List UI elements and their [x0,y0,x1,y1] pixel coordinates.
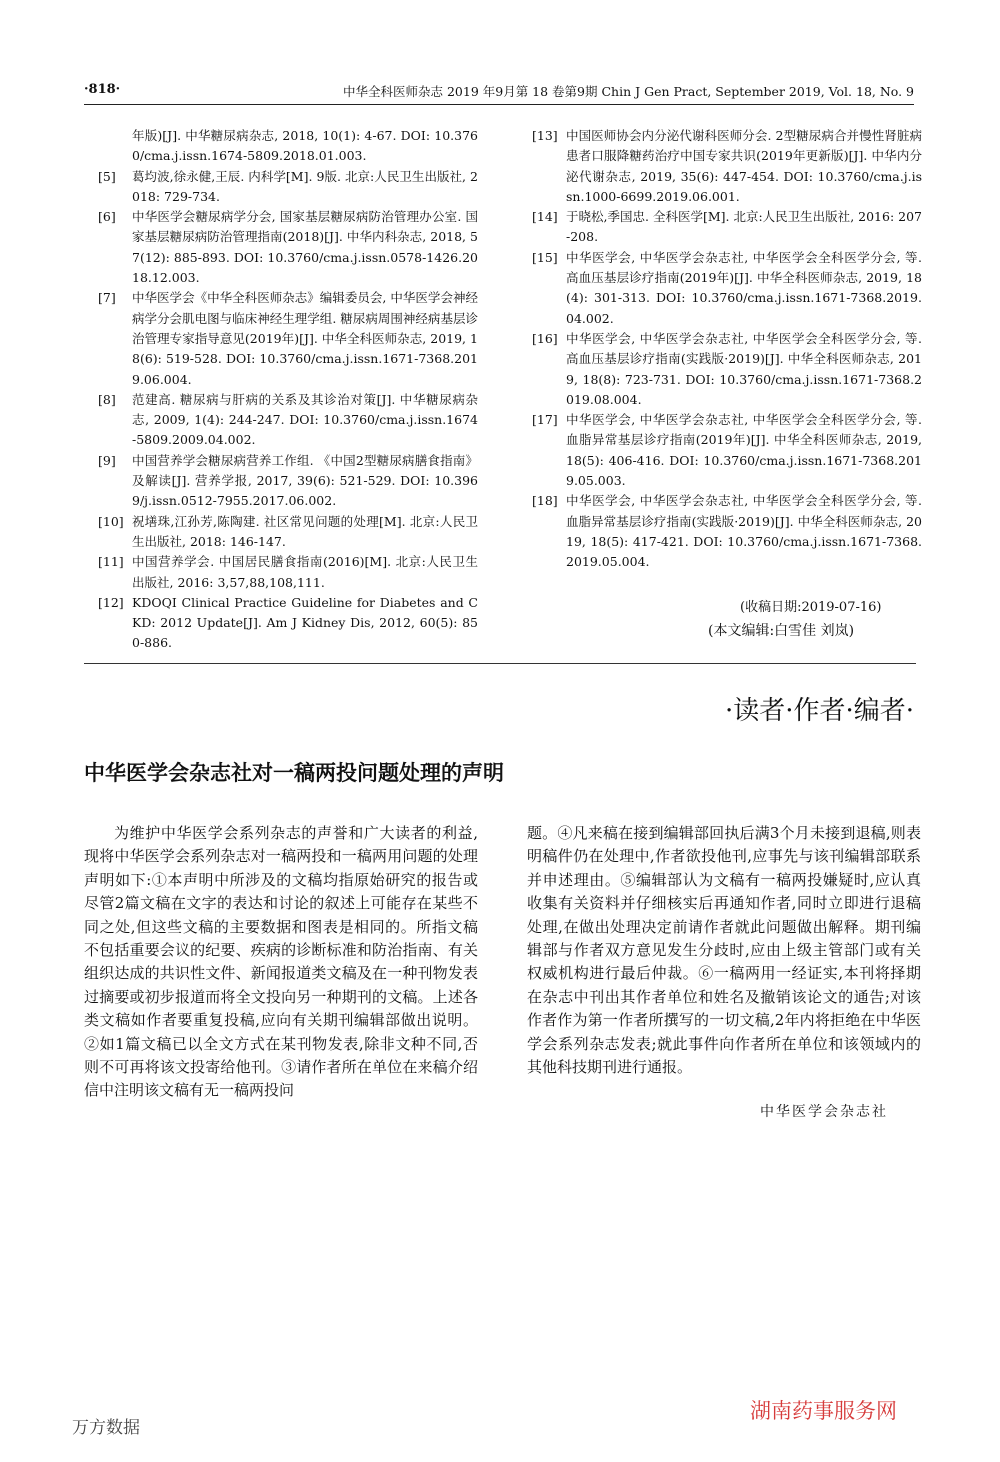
reference-number [98,126,132,167]
body-paragraph: 为维护中华医学会系列杂志的声誉和广大读者的利益,现将中华医学会系列杂志对一稿两投和一稿两用问题的处理声明如下:①本声明中所涉及的文稿均指原始研究的报告或尽管2篇文稿在文字的表达和讨论的叙述上可能存在某些不同之处,但这些文稿的主要数据和图表是相同的。所指文稿不包括重要会议的纪要、疾病的诊断标准和防治指南、有关组织达成的共识性文件、新闻报道类文稿及在一种刊物发表过摘要或初步报道而将全文投向另一种期刊的文稿。上述各类文稿如作者要重复投稿,应向有关期刊编辑部做出说明。②如1篇文稿已以全文方式在某刊物发表,除非文种不同,否则不可再将该文投寄给他刊。③请作者所在单位在来稿介绍信中注明该文稿有无一稿两投问 [84,824,478,1100]
reference-number: [17] [532,412,558,428]
reference-text: 葛均波,徐永健,王辰. 内科学[M]. 9版. 北京:人民卫生出版社, 2018: 729-734. [132,168,478,204]
section-divider [84,663,916,664]
reference-text: 中华医学会, 中华医学会杂志社, 中华医学会全科医学分会, 等. 血脂异常基层诊疗指南(实践版·2019)[J]. 中华全科医师杂志, 2019, 18(5): 417-421. DOI: 10.3760/cma.j.issn.1671-7368.2019.05.004. [566,493,922,570]
reference-item [98,126,478,167]
column-title: ·读者·作者·编者· [724,696,914,726]
reference-item [532,248,922,329]
reference-number: [10] [98,513,124,529]
reference-item [532,329,922,410]
reference-number: [9] [98,452,116,468]
reference-item [532,207,922,248]
journal-citation-line: 中华全科医师杂志 2019 年9月第 18 卷第9期 Chin J Gen Pract, September 2019, Vol. 18, No. 9 [342,84,914,99]
article-title: 中华医学会杂志社对一稿两投问题处理的声明 [84,761,504,785]
reference-text: 中国营养学会糖尿病营养工作组. 《中国2型糖尿病膳食指南》及解读[J]. 营养学报, 2017, 39(6): 521-529. DOI: 10.3969/j.issn.0512-7955.2017.06.002. [132,452,478,509]
reference-number: [7] [98,290,116,306]
reference-text: 中国医师协会内分泌代谢科医师分会. 2型糖尿病合并慢性肾脏病患者口服降糖药治疗中国专家共识(2019年更新版)[J]. 中华内分泌代谢杂志, 2019, 35(6): 447-454. DOI: 10.3760/cma.j.issn.1000-6699.2019.06.001. [566,128,922,204]
reference-number: [14] [532,209,558,225]
reference-text: 于晓松,季国忠. 全科医学[M]. 北京:人民卫生出版社, 2016: 207-208. [566,209,922,245]
running-header [84,82,914,105]
reference-text: 中华医学会《中华全科医师杂志》编辑委员会, 中华医学会神经病学分会肌电图与临床神经生理学组. 糖尿病周围神经病基层诊治管理专家指导意见(2019年)[J]. 中华全科医师杂志, 2019, 18(6): 519-528. DOI: 10.3760/cma.j.issn.1671-7368.2019.06.004. [132,290,478,387]
reference-item [98,552,478,593]
reference-number: [16] [532,330,558,346]
reference-number: [6] [98,209,116,225]
reference-item [98,512,478,553]
reference-number: [15] [532,249,558,265]
body-column-left [84,822,478,1103]
reference-item [98,288,478,389]
reference-text: 中华医学会, 中华医学会杂志社, 中华医学会全科医学分会, 等. 高血压基层诊疗指南(2019年)[J]. 中华全科医师杂志, 2019, 18(4): 301-313. DOI: 10.3760/cma.j.issn.1671-7368.2019.04.002. [566,249,922,326]
reference-text: 范建高. 糖尿病与肝病的关系及其诊治对策[J]. 中华糖尿病杂志, 2009, 1(4): 244-247. DOI: 10.3760/cma.j.issn.1674-5809.2009.04.002. [132,391,478,448]
reference-number: [8] [98,391,116,407]
reference-text: 年版)[J]. 中华糖尿病杂志, 2018, 10(1): 4-67. DOI: 10.3760/cma.j.issn.1674-5809.2018.01.003. [132,128,478,164]
reference-number: [12] [98,594,124,610]
page-number: ·818· [84,82,121,97]
editor-credit: (本文编辑:白雪佳 刘岚) [708,623,855,639]
signature: 中华医学会杂志社 [760,1104,888,1120]
reference-number: [5] [98,168,116,184]
reference-list-left [98,126,478,654]
reference-text: 中国营养学会. 中国居民膳食指南(2016)[M]. 北京:人民卫生出版社, 2016: 3,57,88,108,111. [132,554,478,590]
footer-logo: 万方数据 [72,1418,140,1438]
reference-item [532,491,922,572]
reference-item [98,593,478,654]
reference-item [98,167,478,208]
reference-number: [11] [98,554,124,570]
watermark-text: 湖南药事服务网 [750,1399,897,1423]
reference-text: 中华医学会, 中华医学会杂志社, 中华医学会全科医学分会, 等. 血脂异常基层诊疗指南(2019年)[J]. 中华全科医师杂志, 2019, 18(5): 406-416. DOI: 10.3760/cma.j.issn.1671-7368.2019.05.003. [566,412,922,489]
reference-item [98,451,478,512]
reference-item [532,410,922,491]
body-paragraph-continued: 题。④凡来稿在接到编辑部回执后满3个月未接到退稿,则表明稿件仍在处理中,作者欲投他刊,应事先与该刊编辑部联系并申述理由。⑤编辑部认为文稿有一稿两投嫌疑时,应认真收集有关资料并仔细核实后再通知作者,同时立即进行退稿处理,在做出处理决定前请作者就此问题做出解释。期刊编辑部与作者双方意见发生分歧时,应由上级主管部门或有关权威机构进行最后仲裁。⑥一稿两用一经证实,本刊将择期在杂志中刊出其作者单位和姓名及撤销该论文的通告;对该作者作为第一作者所撰写的一切文稿,2年内将拒绝在中华医学会系列杂志发表;就此事件向作者所在单位和该领域内的其他科技期刊进行通报。 [527,824,921,1077]
reference-item [532,126,922,207]
received-date: (收稿日期:2019-07-16) [740,600,882,615]
reference-item [98,207,478,288]
reference-text: KDOQI Clinical Practice Guideline for Diabetes and CKD: 2012 Update[J]. Am J Kidney Dis, 2012, 60(5): 850-886. [132,594,478,651]
reference-text: 中华医学会, 中华医学会杂志社, 中华医学会全科医学分会, 等. 高血压基层诊疗指南(实践版·2019)[J]. 中华全科医师杂志, 2019, 18(8): 723-731. DOI: 10.3760/cma.j.issn.1671-7368.2019.08.004. [566,330,922,407]
reference-number: [13] [532,128,558,143]
body-column-right [527,822,921,1079]
reference-text: 中华医学会糖尿病学分会, 国家基层糖尿病防治管理办公室. 国家基层糖尿病防治管理指南(2018)[J]. 中华内科杂志, 2018, 57(12): 885-893. DOI: 10.3760/cma.j.issn.0578-1426.2018.12.003. [132,209,478,286]
reference-number: [18] [532,493,558,509]
reference-list-right [532,126,922,573]
reference-item [98,390,478,451]
reference-text: 祝墡珠,江孙芳,陈陶建. 社区常见问题的处理[M]. 北京:人民卫生出版社, 2018: 146-147. [132,513,478,549]
